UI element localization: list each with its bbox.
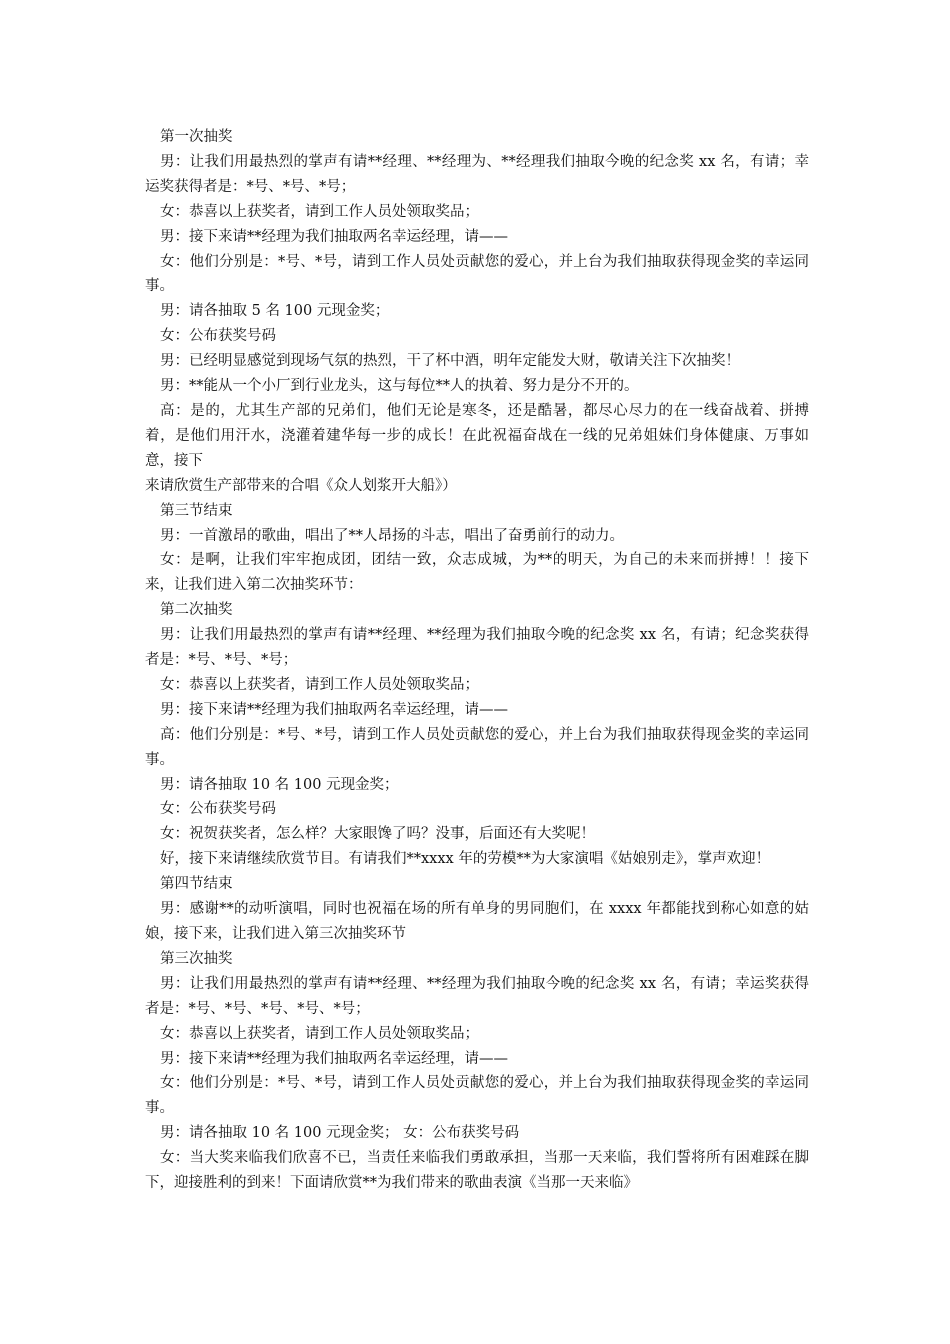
section-heading-third-section-end: 第三节结束 [160, 502, 233, 519]
dialogue-line: 男：让我们用最热烈的掌声有请**经理、**经理为、**经理我们抽取今晚的纪念奖 xx 名，有请；幸运奖获得者是：*号、*号、*号； [145, 153, 809, 195]
dialogue-line: 男：**能从一个小厂到行业龙头，这与每位**人的执着、努力是分不开的。 [160, 378, 639, 395]
dialogue-line: 男：让我们用最热烈的掌声有请**经理、**经理为我们抽取今晚的纪念奖 xx 名，有请；纪念奖获得者是：*号、*号、*号； [145, 627, 809, 669]
section-heading-third-draw: 第三次抽奖 [160, 950, 233, 967]
dialogue-line: 高：是的，尤其生产部的兄弟们，他们无论是寒冬，还是酷暑，都尽心尽力的在一线奋战着、拼搏着，是他们用汗水，浇灌着建华每一步的成长！在此祝福奋战在一线的兄弟姐妹们身体健康、万事如意，接下 [145, 402, 809, 469]
dialogue-line-continuation: 来请欣赏生产部带来的合唱《众人划浆开大船》） [145, 477, 457, 494]
dialogue-line: 男：请各抽取 10 名 100 元现金奖； [160, 776, 399, 793]
dialogue-line: 女：恭喜以上获奖者，请到工作人员处领取奖品； [160, 676, 479, 693]
document-body [145, 125, 809, 1196]
dialogue-line: 女：恭喜以上获奖者，请到工作人员处领取奖品； [160, 1025, 479, 1042]
dialogue-line: 高：他们分别是：*号、*号，请到工作人员处贡献您的爱心，并上台为我们抽取获得现金奖的幸运同事。 [145, 726, 809, 768]
dialogue-line: 男：感谢**的动听演唱，同时也祝福在场的所有单身的男同胞们，在 xxxx 年都能找到称心如意的姑娘，接下来，让我们进入第三次抽奖环节 [145, 901, 809, 942]
dialogue-line: 男：接下来请**经理为我们抽取两名幸运经理，请—— [160, 228, 508, 245]
dialogue-line: 好，接下来请继续欣赏节目。有请我们**xxxx 年的劳模**为大家演唱《姑娘别走》，掌声欢迎！ [160, 851, 771, 868]
dialogue-line: 女：祝贺获奖者，怎么样？大家眼馋了吗？没事，后面还有大奖呢！ [160, 826, 595, 843]
dialogue-line: 男：请各抽取 5 名 100 元现金奖； [160, 303, 390, 320]
section-heading-first-draw: 第一次抽奖 [160, 129, 233, 145]
dialogue-line: 女：他们分别是：*号、*号，请到工作人员处贡献您的爱心，并上台为我们抽取获得现金奖的幸运同事。 [145, 1075, 809, 1117]
dialogue-line: 女：公布获奖号码 [160, 328, 276, 345]
section-heading-second-draw: 第二次抽奖 [160, 602, 233, 619]
dialogue-line: 男：让我们用最热烈的掌声有请**经理、**经理为我们抽取今晚的纪念奖 xx 名，有请；幸运奖获得者是：*号、*号、*号、*号、*号； [145, 975, 809, 1017]
dialogue-line: 男：接下来请**经理为我们抽取两名幸运经理，请—— [160, 701, 508, 718]
section-heading-fourth-section-end: 第四节结束 [160, 876, 233, 893]
dialogue-line: 男：一首激昂的歌曲，唱出了**人昂扬的斗志，唱出了奋勇前行的动力。 [160, 527, 624, 544]
dialogue-line: 男：已经明显感觉到现场气氛的热烈，干了杯中酒，明年定能发大财，敬请关注下次抽奖！ [160, 353, 740, 370]
dialogue-line: 女：当大奖来临我们欣喜不已，当责任来临我们勇敢承担，当那一天来临，我们誓将所有困难踩在脚下，迎接胜利的到来！下面请欣赏**为我们带来的歌曲表演《当那一天来临》 [145, 1150, 809, 1192]
dialogue-line: 男：请各抽取 10 名 100 元现金奖； 女：公布获奖号码 [160, 1125, 520, 1142]
dialogue-line: 女：他们分别是：*号、*号，请到工作人员处贡献您的爱心，并上台为我们抽取获得现金奖的幸运同事。 [145, 253, 809, 295]
dialogue-line: 男：接下来请**经理为我们抽取两名幸运经理，请—— [160, 1050, 508, 1067]
dialogue-line: 女：是啊，让我们牢牢抱成团，团结一致，众志成城，为**的明天，为自己的未来而拼搏！！接下来，让我们进入第二次抽奖环节： [145, 552, 809, 594]
dialogue-line: 女：公布获奖号码 [160, 801, 276, 818]
dialogue-line: 女：恭喜以上获奖者，请到工作人员处领取奖品； [160, 203, 479, 220]
